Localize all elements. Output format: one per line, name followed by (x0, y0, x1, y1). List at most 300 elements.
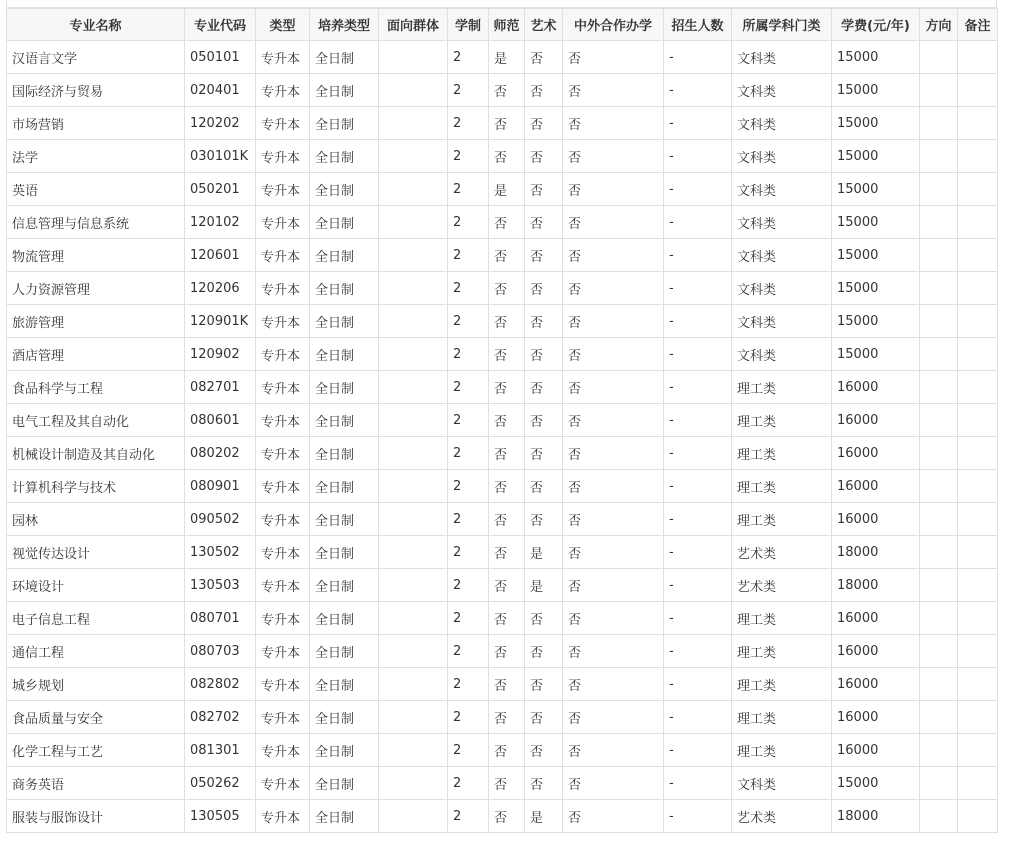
cell-remark (958, 536, 998, 569)
cell-normal: 否 (489, 272, 525, 305)
cell-major-code: 050262 (185, 767, 256, 800)
cell-tuition: 16000 (832, 437, 920, 470)
cell-major-code: 050101 (185, 41, 256, 74)
cell-enrollment: - (664, 74, 732, 107)
cell-major-name: 计算机科学与技术 (7, 470, 185, 503)
cell-direction (920, 437, 958, 470)
cell-training-type: 全日制 (310, 503, 379, 536)
table-row (7, 41, 998, 74)
cell-joint-program: 否 (563, 602, 664, 635)
cell-direction (920, 503, 958, 536)
cell-joint-program: 否 (563, 800, 664, 833)
cell-joint-program: 否 (563, 569, 664, 602)
table-top-strip (6, 0, 997, 8)
cell-discipline: 理工类 (732, 437, 832, 470)
cell-discipline: 文科类 (732, 41, 832, 74)
cell-major-name: 旅游管理 (7, 305, 185, 338)
cell-art: 否 (525, 338, 563, 371)
cell-target-group (379, 701, 448, 734)
cell-training-type: 全日制 (310, 536, 379, 569)
cell-direction (920, 338, 958, 371)
cell-enrollment: - (664, 635, 732, 668)
cell-target-group (379, 173, 448, 206)
cell-direction (920, 74, 958, 107)
table-row (7, 140, 998, 173)
cell-joint-program: 否 (563, 272, 664, 305)
cell-tuition: 16000 (832, 668, 920, 701)
cell-duration: 2 (448, 338, 489, 371)
cell-remark (958, 338, 998, 371)
cell-target-group (379, 140, 448, 173)
table-row (7, 239, 998, 272)
header-direction: 方向 (920, 9, 958, 41)
cell-target-group (379, 437, 448, 470)
cell-major-code: 082702 (185, 701, 256, 734)
cell-major-code: 080703 (185, 635, 256, 668)
cell-type: 专升本 (256, 767, 310, 800)
cell-tuition: 15000 (832, 338, 920, 371)
cell-tuition: 15000 (832, 74, 920, 107)
cell-tuition: 16000 (832, 470, 920, 503)
cell-major-code: 050201 (185, 173, 256, 206)
major-table-container (6, 0, 997, 833)
cell-remark (958, 239, 998, 272)
cell-target-group (379, 569, 448, 602)
cell-type: 专升本 (256, 437, 310, 470)
cell-tuition: 15000 (832, 107, 920, 140)
cell-major-name: 食品科学与工程 (7, 371, 185, 404)
cell-joint-program: 否 (563, 701, 664, 734)
cell-type: 专升本 (256, 800, 310, 833)
cell-target-group (379, 536, 448, 569)
cell-discipline: 理工类 (732, 668, 832, 701)
cell-art: 否 (525, 470, 563, 503)
table-row (7, 305, 998, 338)
cell-joint-program: 否 (563, 635, 664, 668)
cell-enrollment: - (664, 701, 732, 734)
cell-major-code: 080601 (185, 404, 256, 437)
cell-discipline: 文科类 (732, 206, 832, 239)
cell-discipline: 艺术类 (732, 569, 832, 602)
cell-discipline: 文科类 (732, 74, 832, 107)
cell-remark (958, 173, 998, 206)
cell-training-type: 全日制 (310, 569, 379, 602)
cell-training-type: 全日制 (310, 173, 379, 206)
cell-enrollment: - (664, 272, 732, 305)
cell-tuition: 15000 (832, 239, 920, 272)
cell-target-group (379, 206, 448, 239)
cell-art: 否 (525, 734, 563, 767)
cell-remark (958, 470, 998, 503)
cell-joint-program: 否 (563, 173, 664, 206)
cell-type: 专升本 (256, 371, 310, 404)
cell-duration: 2 (448, 635, 489, 668)
cell-discipline: 文科类 (732, 107, 832, 140)
cell-art: 否 (525, 404, 563, 437)
header-normal: 师范 (489, 9, 525, 41)
cell-direction (920, 140, 958, 173)
cell-training-type: 全日制 (310, 734, 379, 767)
cell-normal: 否 (489, 635, 525, 668)
cell-normal: 否 (489, 371, 525, 404)
cell-major-name: 电子信息工程 (7, 602, 185, 635)
table-row (7, 668, 998, 701)
major-table (6, 8, 998, 833)
cell-normal: 否 (489, 206, 525, 239)
header-major-name: 专业名称 (7, 9, 185, 41)
cell-type: 专升本 (256, 41, 310, 74)
cell-tuition: 16000 (832, 503, 920, 536)
cell-discipline: 理工类 (732, 371, 832, 404)
cell-direction (920, 536, 958, 569)
cell-normal: 否 (489, 536, 525, 569)
cell-training-type: 全日制 (310, 140, 379, 173)
cell-discipline: 理工类 (732, 404, 832, 437)
cell-normal: 否 (489, 305, 525, 338)
header-training-type: 培养类型 (310, 9, 379, 41)
cell-major-code: 130503 (185, 569, 256, 602)
cell-major-name: 通信工程 (7, 635, 185, 668)
cell-enrollment: - (664, 305, 732, 338)
cell-remark (958, 305, 998, 338)
cell-major-name: 视觉传达设计 (7, 536, 185, 569)
cell-major-code: 020401 (185, 74, 256, 107)
cell-major-name: 商务英语 (7, 767, 185, 800)
cell-duration: 2 (448, 173, 489, 206)
cell-training-type: 全日制 (310, 800, 379, 833)
cell-training-type: 全日制 (310, 305, 379, 338)
cell-major-code: 120902 (185, 338, 256, 371)
cell-duration: 2 (448, 503, 489, 536)
cell-enrollment: - (664, 371, 732, 404)
table-row (7, 437, 998, 470)
cell-major-code: 130502 (185, 536, 256, 569)
cell-tuition: 16000 (832, 635, 920, 668)
cell-type: 专升本 (256, 74, 310, 107)
cell-remark (958, 602, 998, 635)
cell-tuition: 15000 (832, 140, 920, 173)
cell-discipline: 理工类 (732, 602, 832, 635)
cell-duration: 2 (448, 107, 489, 140)
cell-major-name: 英语 (7, 173, 185, 206)
table-row (7, 371, 998, 404)
cell-major-name: 汉语言文学 (7, 41, 185, 74)
cell-discipline: 文科类 (732, 140, 832, 173)
cell-joint-program: 否 (563, 239, 664, 272)
cell-enrollment: - (664, 602, 732, 635)
cell-duration: 2 (448, 206, 489, 239)
cell-tuition: 15000 (832, 173, 920, 206)
cell-remark (958, 635, 998, 668)
cell-major-code: 120901K (185, 305, 256, 338)
cell-type: 专升本 (256, 239, 310, 272)
cell-training-type: 全日制 (310, 107, 379, 140)
cell-direction (920, 404, 958, 437)
cell-remark (958, 404, 998, 437)
cell-target-group (379, 800, 448, 833)
cell-duration: 2 (448, 239, 489, 272)
cell-direction (920, 371, 958, 404)
cell-art: 否 (525, 371, 563, 404)
cell-target-group (379, 74, 448, 107)
table-row (7, 701, 998, 734)
cell-training-type: 全日制 (310, 206, 379, 239)
cell-training-type: 全日制 (310, 74, 379, 107)
cell-duration: 2 (448, 767, 489, 800)
cell-major-name: 市场营销 (7, 107, 185, 140)
cell-target-group (379, 107, 448, 140)
cell-training-type: 全日制 (310, 437, 379, 470)
cell-major-name: 环境设计 (7, 569, 185, 602)
cell-major-name: 酒店管理 (7, 338, 185, 371)
cell-major-code: 080701 (185, 602, 256, 635)
cell-remark (958, 668, 998, 701)
cell-major-name: 机械设计制造及其自动化 (7, 437, 185, 470)
header-tuition: 学费(元/年) (832, 9, 920, 41)
cell-normal: 否 (489, 107, 525, 140)
cell-major-code: 120202 (185, 107, 256, 140)
cell-major-code: 120206 (185, 272, 256, 305)
cell-duration: 2 (448, 734, 489, 767)
cell-discipline: 文科类 (732, 338, 832, 371)
cell-major-name: 电气工程及其自动化 (7, 404, 185, 437)
cell-type: 专升本 (256, 107, 310, 140)
cell-tuition: 16000 (832, 602, 920, 635)
cell-major-name: 国际经济与贸易 (7, 74, 185, 107)
table-row (7, 569, 998, 602)
cell-direction (920, 272, 958, 305)
table-row (7, 536, 998, 569)
cell-joint-program: 否 (563, 734, 664, 767)
header-major-code: 专业代码 (185, 9, 256, 41)
cell-major-name: 食品质量与安全 (7, 701, 185, 734)
cell-duration: 2 (448, 800, 489, 833)
cell-tuition: 15000 (832, 41, 920, 74)
cell-direction (920, 239, 958, 272)
cell-enrollment: - (664, 767, 732, 800)
cell-training-type: 全日制 (310, 767, 379, 800)
cell-type: 专升本 (256, 503, 310, 536)
cell-major-code: 082802 (185, 668, 256, 701)
cell-target-group (379, 371, 448, 404)
cell-direction (920, 470, 958, 503)
cell-normal: 否 (489, 503, 525, 536)
cell-major-code: 120102 (185, 206, 256, 239)
cell-enrollment: - (664, 734, 732, 767)
table-row (7, 206, 998, 239)
cell-duration: 2 (448, 404, 489, 437)
cell-enrollment: - (664, 536, 732, 569)
cell-joint-program: 否 (563, 470, 664, 503)
cell-art: 否 (525, 173, 563, 206)
cell-major-name: 信息管理与信息系统 (7, 206, 185, 239)
cell-enrollment: - (664, 437, 732, 470)
cell-duration: 2 (448, 569, 489, 602)
cell-target-group (379, 503, 448, 536)
cell-direction (920, 701, 958, 734)
cell-art: 否 (525, 206, 563, 239)
header-type: 类型 (256, 9, 310, 41)
cell-joint-program: 否 (563, 767, 664, 800)
cell-tuition: 18000 (832, 536, 920, 569)
cell-duration: 2 (448, 74, 489, 107)
cell-direction (920, 602, 958, 635)
table-row (7, 503, 998, 536)
cell-direction (920, 305, 958, 338)
cell-remark (958, 569, 998, 602)
header-discipline: 所属学科门类 (732, 9, 832, 41)
cell-direction (920, 206, 958, 239)
cell-discipline: 文科类 (732, 272, 832, 305)
cell-discipline: 文科类 (732, 173, 832, 206)
cell-enrollment: - (664, 470, 732, 503)
cell-tuition: 15000 (832, 206, 920, 239)
cell-type: 专升本 (256, 701, 310, 734)
cell-major-name: 服装与服饰设计 (7, 800, 185, 833)
cell-normal: 否 (489, 338, 525, 371)
cell-joint-program: 否 (563, 41, 664, 74)
cell-enrollment: - (664, 239, 732, 272)
table-row (7, 635, 998, 668)
cell-duration: 2 (448, 272, 489, 305)
cell-type: 专升本 (256, 305, 310, 338)
cell-normal: 否 (489, 569, 525, 602)
cell-art: 否 (525, 668, 563, 701)
cell-major-code: 090502 (185, 503, 256, 536)
cell-normal: 否 (489, 734, 525, 767)
cell-direction (920, 668, 958, 701)
cell-training-type: 全日制 (310, 41, 379, 74)
cell-duration: 2 (448, 470, 489, 503)
table-row (7, 767, 998, 800)
cell-major-code: 081301 (185, 734, 256, 767)
cell-enrollment: - (664, 503, 732, 536)
cell-normal: 否 (489, 800, 525, 833)
cell-enrollment: - (664, 41, 732, 74)
cell-target-group (379, 602, 448, 635)
cell-target-group (379, 635, 448, 668)
cell-remark (958, 41, 998, 74)
cell-discipline: 艺术类 (732, 536, 832, 569)
cell-joint-program: 否 (563, 536, 664, 569)
cell-type: 专升本 (256, 569, 310, 602)
cell-art: 否 (525, 602, 563, 635)
table-body (7, 41, 998, 833)
cell-enrollment: - (664, 206, 732, 239)
cell-major-code: 030101K (185, 140, 256, 173)
cell-duration: 2 (448, 305, 489, 338)
cell-duration: 2 (448, 371, 489, 404)
cell-target-group (379, 767, 448, 800)
cell-enrollment: - (664, 800, 732, 833)
cell-discipline: 理工类 (732, 734, 832, 767)
cell-direction (920, 800, 958, 833)
cell-type: 专升本 (256, 602, 310, 635)
cell-joint-program: 否 (563, 371, 664, 404)
cell-training-type: 全日制 (310, 239, 379, 272)
cell-duration: 2 (448, 41, 489, 74)
cell-training-type: 全日制 (310, 272, 379, 305)
cell-tuition: 16000 (832, 371, 920, 404)
cell-type: 专升本 (256, 404, 310, 437)
cell-tuition: 15000 (832, 767, 920, 800)
cell-discipline: 理工类 (732, 635, 832, 668)
cell-target-group (379, 470, 448, 503)
cell-remark (958, 701, 998, 734)
cell-training-type: 全日制 (310, 470, 379, 503)
cell-art: 否 (525, 437, 563, 470)
cell-direction (920, 173, 958, 206)
cell-normal: 否 (489, 602, 525, 635)
cell-type: 专升本 (256, 668, 310, 701)
cell-normal: 否 (489, 470, 525, 503)
cell-type: 专升本 (256, 272, 310, 305)
cell-art: 是 (525, 536, 563, 569)
cell-duration: 2 (448, 668, 489, 701)
cell-enrollment: - (664, 404, 732, 437)
cell-major-name: 物流管理 (7, 239, 185, 272)
cell-tuition: 18000 (832, 569, 920, 602)
table-row (7, 173, 998, 206)
cell-joint-program: 否 (563, 338, 664, 371)
cell-joint-program: 否 (563, 140, 664, 173)
cell-joint-program: 否 (563, 305, 664, 338)
cell-normal: 否 (489, 239, 525, 272)
cell-type: 专升本 (256, 140, 310, 173)
header-remark: 备注 (958, 9, 998, 41)
cell-type: 专升本 (256, 536, 310, 569)
cell-duration: 2 (448, 536, 489, 569)
cell-target-group (379, 404, 448, 437)
cell-type: 专升本 (256, 635, 310, 668)
cell-target-group (379, 668, 448, 701)
cell-direction (920, 635, 958, 668)
cell-major-code: 080901 (185, 470, 256, 503)
cell-direction (920, 107, 958, 140)
cell-enrollment: - (664, 668, 732, 701)
cell-duration: 2 (448, 140, 489, 173)
cell-training-type: 全日制 (310, 701, 379, 734)
cell-joint-program: 否 (563, 74, 664, 107)
cell-remark (958, 74, 998, 107)
cell-normal: 否 (489, 404, 525, 437)
cell-type: 专升本 (256, 734, 310, 767)
cell-discipline: 理工类 (732, 470, 832, 503)
cell-art: 是 (525, 800, 563, 833)
cell-art: 否 (525, 107, 563, 140)
cell-enrollment: - (664, 338, 732, 371)
cell-art: 否 (525, 272, 563, 305)
cell-tuition: 16000 (832, 404, 920, 437)
cell-remark (958, 272, 998, 305)
cell-joint-program: 否 (563, 503, 664, 536)
cell-tuition: 16000 (832, 734, 920, 767)
table-row (7, 107, 998, 140)
cell-art: 否 (525, 74, 563, 107)
cell-direction (920, 734, 958, 767)
cell-joint-program: 否 (563, 404, 664, 437)
cell-training-type: 全日制 (310, 602, 379, 635)
table-row (7, 338, 998, 371)
cell-tuition: 15000 (832, 272, 920, 305)
cell-type: 专升本 (256, 470, 310, 503)
header-art: 艺术 (525, 9, 563, 41)
header-duration: 学制 (448, 9, 489, 41)
cell-remark (958, 371, 998, 404)
cell-discipline: 艺术类 (732, 800, 832, 833)
cell-major-name: 化学工程与工艺 (7, 734, 185, 767)
cell-normal: 否 (489, 701, 525, 734)
